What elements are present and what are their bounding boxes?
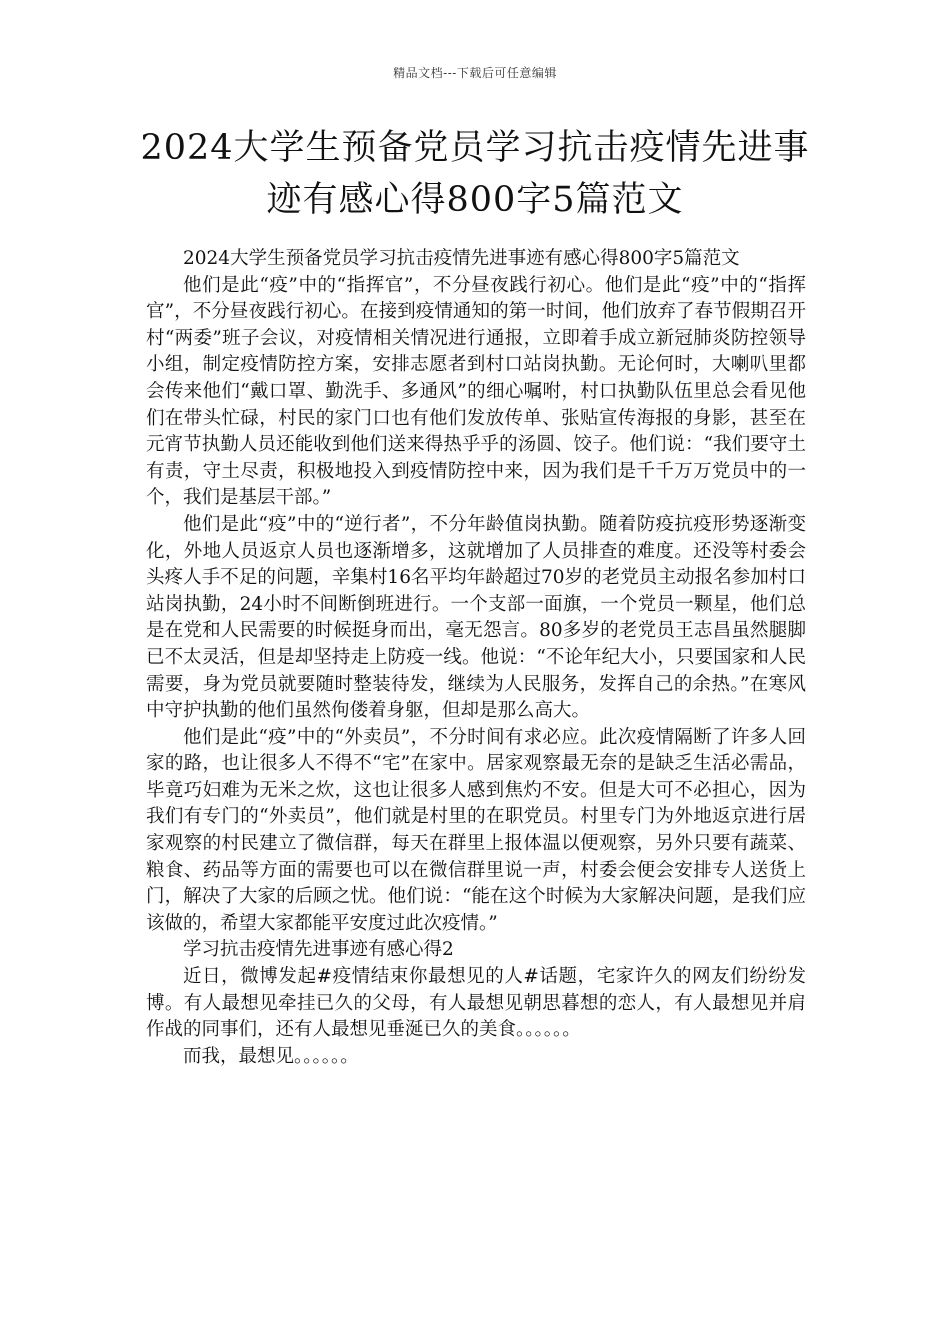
body-paragraph: 他们是此“疫”中的“外卖员”，不分时间有求必应。此次疫情隔断了许多人回家的路，也让很多人不得不“宅”在家中。居家观察最无奈的是缺乏生活必需品，毕竟巧妇难为无米之炊，这也让很多人感到焦灼不安。但是大可不必担心，因为我们有专门的“外卖员”，他们就是村里的在职党员。村里专门为外地返京进行居家观察的村民建立了微信群，每天在群里上报体温以便观察，另外只要有蔬菜、粮食、药品等方面的需要也可以在微信群里说一声，村委会便会安排专人送货上门，解决了大家的后顾之忧。他们说：“能在这个时候为大家解决问题，是我们应该做的，希望大家都能平安度过此次疫情。” — [146, 726, 806, 934]
section-heading: 学习抗击疫情先进事迹有感心得2 — [183, 939, 454, 961]
document-title — [120, 122, 830, 226]
body-paragraph: 他们是此“疫”中的“逆行者”，不分年龄值岗执勤。随着防疫抗疫形势逐渐变化，外地人员返京人员也逐渐增多，这就增加了人员排查的难度。还没等村委会头疼人手不足的问题，辛集村16名平均年龄超过70岁的老党员主动报名参加村口站岗执勤，24小时不间断倒班进行。一个支部一面旗，一个党员一颗星，他们总是在党和人民需要的时候挺身而出，毫无怨言。80多岁的老党员王志昌虽然腿脚已不太灵活，但是却坚持走上防疫一线。他说：“不论年纪大小，只要国家和人民需要，身为党员就要随时整装待发，继续为人民服务，发挥自己的余热。”在寒风中守护执勤的他们虽然佝偻着身躯，但却是那么高大。 — [146, 513, 806, 722]
page-header: 精品文档---下载后可任意编辑 — [393, 66, 557, 80]
body-paragraph: 近日，微博发起#疫情结束你最想见的人#话题，宅家许久的网友们纷纷发博。有人最想见牵挂已久的父母，有人最想见朝思暮想的恋人，有人最想见并肩作战的同事们，还有人最想见垂涎已久的美食。。。。。。 — [146, 966, 806, 1041]
body-paragraph: 他们是此“疫”中的“指挥官”，不分昼夜践行初心。他们是此“疫”中的“指挥官”，不分昼夜践行初心。在接到疫情通知的第一时间，他们放弃了春节假期召开村“两委”班子会议，对疫情相关情况进行通报，立即着手成立新冠肺炎防控领导小组，制定疫情防控方案，安排志愿者到村口站岗执勤。无论何时，大喇叭里都会传来他们“戴口罩、勤洗手、多通风”的细心嘱咐，村口执勤队伍里总会看见他们在带头忙碌，村民的家门口也有他们发放传单、张贴宣传海报的身影，甚至在元宵节执勤人员还能收到他们送来得热乎乎的汤圆、饺子。他们说：“我们要守土有责，守土尽责，积极地投入到疫情防控中来，因为我们是千千万万党员中的一个，我们是基层干部。” — [146, 274, 806, 509]
body-paragraph: 而我，最想见。。。。。。 — [183, 1045, 359, 1067]
title-line-1: 2024大学生预备党员学习抗击疫情先进事 — [140, 128, 810, 168]
intro-paragraph: 2024大学生预备党员学习抗击疫情先进事迹有感心得800字5篇范文 — [183, 248, 740, 269]
document-body — [146, 246, 806, 1070]
title-line-2: 迹有感心得800字5篇范文 — [266, 180, 684, 220]
